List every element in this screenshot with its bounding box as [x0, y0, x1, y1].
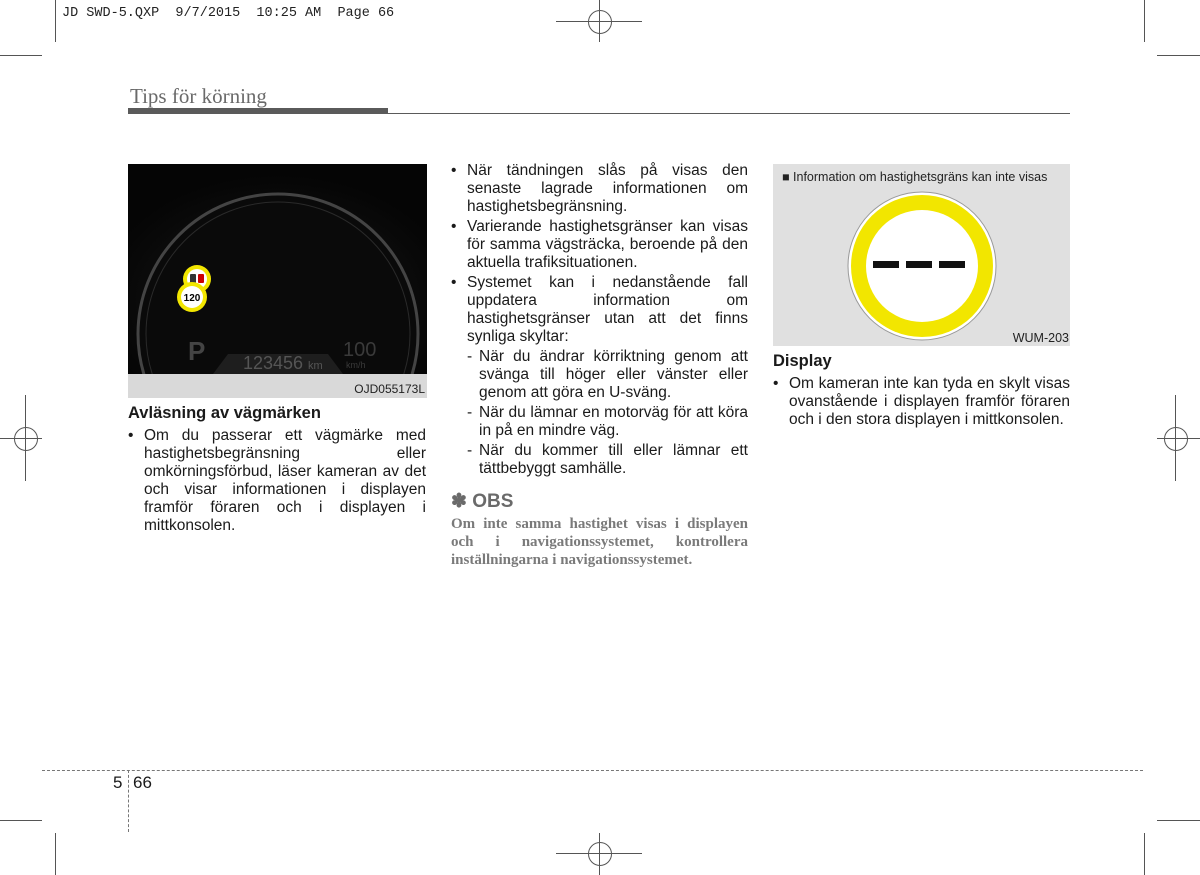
left-column: [128, 404, 426, 535]
right-column: [773, 352, 1070, 429]
list-item: • När tändningen slås på visas den senaste lagrade informationen om hastighetsbegränsning.: [451, 162, 748, 216]
right-bullets: [773, 375, 1070, 429]
figure-code: WUM-203: [1012, 331, 1069, 345]
cluster-image: [128, 164, 427, 374]
sub-item: - När du kommer till eller lämnar ett tättbebyggt samhälle.: [467, 442, 748, 478]
list-item: • Varierande hastighetsgränser kan visas för samma vägsträcka, beroende på den aktuella trafiksituationen.: [451, 218, 748, 272]
dash-icon: [939, 261, 965, 268]
obs-title: ✽ OBS: [451, 491, 514, 512]
list-item: • Om du passerar ett vägmärke med hastighetsbegränsning eller omkörningsförbud, läser kameran av det och visar informationen i displayen framför föraren och i displayen i mittkonsolen.: [128, 427, 426, 535]
print-header: JD SWD-5.QXP 9/7/2015 10:25 AM Page 66: [62, 6, 395, 21]
section-title-bar: [128, 108, 388, 114]
obs-text: Om inte samma hastighet visas i displayen och i navigationssystemet, kontrollera inställningarna i navigationssystemet.: [451, 516, 748, 568]
figure-code: OJD055173L: [354, 382, 425, 396]
no-limit-figure: [773, 164, 1070, 346]
left-bullets: [128, 427, 426, 535]
sub-item: - När du ändrar körriktning genom att svänga till höger eller vänster eller genom att göra en U-sväng.: [467, 348, 748, 402]
figure-caption: ■ Information om hastighetsgräns kan inte visas: [782, 170, 1048, 184]
list-item: • Om kameran inte kan tyda en skylt visas ovanstående i displayen framför föraren och i den stora displayen i mittkonsolen.: [773, 375, 1070, 429]
section-rule: [388, 113, 1070, 114]
dash-icon: [873, 261, 899, 268]
speed-limit-value: 120: [183, 293, 201, 304]
speed-unit: km/h: [346, 360, 366, 370]
section-title: Tips för körning: [130, 84, 267, 108]
odometer-unit: km: [308, 360, 323, 372]
middle-column: [451, 162, 748, 569]
footer-divider: [128, 770, 129, 832]
sign-image: [846, 190, 998, 342]
chapter-number: 5: [113, 773, 123, 792]
page-number: 66: [133, 773, 152, 792]
speed-value: 100: [343, 339, 377, 361]
left-heading: Avläsning av vägmärken: [128, 404, 321, 422]
right-heading: Display: [773, 352, 832, 370]
middle-sub-list: [467, 348, 748, 478]
sub-item: - När du lämnar en motorväg för att köra in på en mindre väg.: [467, 404, 748, 440]
dash-icon: [906, 261, 932, 268]
list-item: • Systemet kan i nedanstående fall uppdatera information om hastighetsgränser utan att det finns synliga skyltar:: [451, 274, 748, 346]
odometer-value: 123456: [243, 353, 304, 373]
middle-bullets: [451, 162, 748, 346]
gear-indicator: P: [188, 336, 206, 366]
cluster-figure: [128, 164, 427, 398]
footer-rule: [42, 770, 1143, 771]
